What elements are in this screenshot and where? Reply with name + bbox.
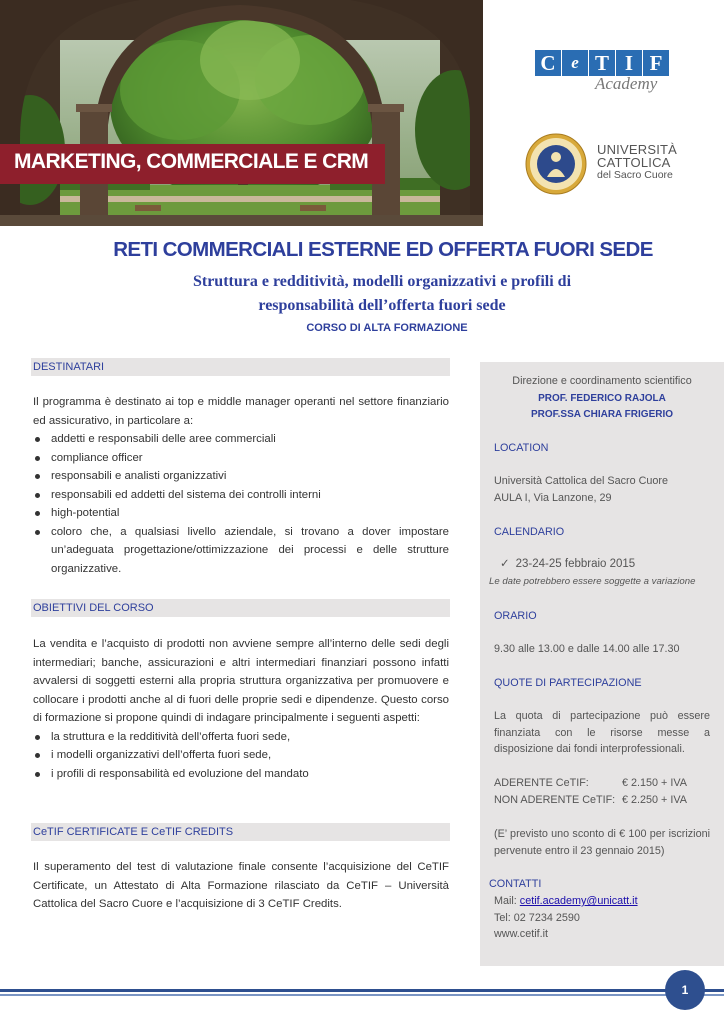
website-link[interactable]: www.cetif.it [494, 928, 548, 940]
mail-label: Mail: [494, 895, 517, 907]
location-address [494, 473, 668, 506]
course-title: RETI COMMERCIALI ESTERNE ED OFFERTA FUORI SEDE [113, 238, 653, 261]
price-label: ADERENTE CeTIF: [494, 777, 589, 789]
checkmark-icon: ✓ [500, 558, 510, 570]
certificate-body: Il superamento del test di valutazione finale consente l’acquisizione del CeTIF Certificate, un Attestato di Alta Formazione rilasciato da CeTIF – Università Cattolica del Sacro Cuore e l’acquisizione di 3 CeTIF Credits. [33, 861, 449, 910]
contact-mail-row [494, 893, 638, 910]
cloister-garden-illustration [0, 0, 483, 226]
university-seal-icon [525, 133, 587, 195]
contact-phone: Tel: 02 7234 2590 [494, 911, 580, 924]
quote-text: La quota di partecipazione può essere finanziata con le risorse messe a disposizione dai fondi interprofessionali. [494, 710, 710, 755]
section-heading-destinatari: DESTINATARI [31, 358, 450, 376]
university-name-line3: del Sacro Cuore [597, 169, 673, 181]
contacts-block [494, 893, 638, 943]
professor-frigerio: PROF.SSA CHIARA FRIGERIO [530, 409, 674, 420]
obiettivi-list [33, 728, 449, 784]
price-row [494, 775, 710, 792]
discount-note: (E’ previsto uno sconto di € 100 per iscrizioni pervenute entro il 23 gennaio 2015) [494, 828, 710, 857]
contacts-heading: CONTATTI [489, 878, 542, 890]
email-link[interactable]: cetif.academy@unicatt.it [519, 895, 638, 907]
calendar-dates: 23-24-25 febbraio 2015 [515, 558, 636, 570]
price-table [494, 775, 710, 808]
cetif-logo-academy: Academy [595, 74, 658, 93]
cetif-logo-letter: I [616, 50, 642, 76]
list-item: i profili di responsabilità ed evoluzione del mandato [33, 765, 449, 784]
section-heading-obiettivi: OBIETTIVI DEL CORSO [31, 599, 450, 617]
price-value: € 2.250 + IVA [622, 793, 687, 806]
list-item: high-potential [33, 504, 449, 523]
university-name [597, 143, 677, 182]
footer-rule-secondary [0, 994, 724, 996]
course-subtitle-line2: responsabilità dell’offerta fuori sede [258, 297, 506, 314]
calendar-note: Le date potrebbero essere soggette a variazione [489, 576, 696, 587]
footer-rule [0, 989, 724, 992]
price-value: € 2.150 + IVA [622, 777, 687, 789]
cetif-logo-letter: T [589, 50, 615, 76]
course-subtitle [0, 270, 724, 318]
location-line1: Università Cattolica del Sacro Cuore [494, 475, 669, 487]
obiettivi-intro: La vendita e l’acquisto di prodotti non avviene sempre all’interno delle sedi degli intermediari; banche, assicurazioni e altri intermediari finanziari possono infatti avvalersi di soggetti esterni alla propria struttura organizzativa per promuovere e collocare i prodotti anche al di fuori delle proprie sedi e dipendenze. Questo corso di formazione si propone quindi di indagare principalmente i seguenti aspetti: [33, 638, 449, 724]
university-name-line2: CATTOLICA [597, 155, 671, 170]
quote-heading: QUOTE DI PARTECIPAZIONE [494, 677, 642, 689]
list-item: addetti e responsabili delle aree commerciali [33, 430, 449, 449]
obiettivi-body [33, 635, 449, 783]
professor-rajola: PROF. FEDERICO RAJOLA [538, 393, 666, 404]
location-line2: AULA I, Via Lanzone, 29 [494, 491, 612, 504]
price-label: NON ADERENTE CeTIF: [494, 793, 616, 806]
list-item: i modelli organizzativi dell’offerta fuori sede, [33, 746, 449, 765]
section-heading-certificate: CeTIF CERTIFICATE E CeTIF CREDITS [31, 823, 450, 841]
course-subtitle-line1: Struttura e redditività, modelli organizzativi e profili di [192, 273, 572, 290]
header-photo [0, 0, 483, 226]
orario-heading: ORARIO [494, 610, 537, 622]
page-number-badge: 1 [665, 970, 705, 1010]
destinatari-intro: Il programma è destinato ai top e middle manager operanti nel settore finanziario ed assicurativo, in particolare a: [33, 396, 449, 427]
calendar-heading: CALENDARIO [494, 526, 565, 538]
logo-panel [483, 0, 724, 226]
price-row [494, 792, 710, 809]
cetif-logo-letter: C [535, 50, 561, 76]
list-item: coloro che, a qualsiasi livello aziendale, si trovano a dover impostare un’adeguata progettazione/ottimizzazione dei processi e delle strutture organizzative. [33, 523, 449, 579]
list-item: compliance officer [33, 449, 449, 468]
location-heading: LOCATION [494, 442, 549, 454]
cetif-logo-letter: e [562, 50, 588, 76]
cetif-logo-letter: F [643, 50, 669, 76]
destinatari-list [33, 430, 449, 578]
cetif-academy-logo [535, 50, 670, 93]
orario-text: 9.30 alle 13.00 e dalle 14.00 alle 17.30 [494, 643, 680, 655]
list-item: responsabili e analisti organizzativi [33, 467, 449, 486]
calendar-dates-row [500, 556, 635, 573]
course-type: CORSO DI ALTA FORMAZIONE [306, 322, 468, 334]
list-item: la struttura e la redditività dell’offerta fuori sede, [33, 728, 449, 747]
list-item: responsabili ed addetti del sistema dei controlli interni [33, 486, 449, 505]
destinatari-body [33, 393, 449, 578]
university-name-line1: UNIVERSITÀ [597, 142, 678, 157]
category-title: MARKETING, COMMERCIALE E CRM [14, 150, 369, 173]
direction-label: Direzione e coordinamento scientifico [512, 375, 692, 387]
